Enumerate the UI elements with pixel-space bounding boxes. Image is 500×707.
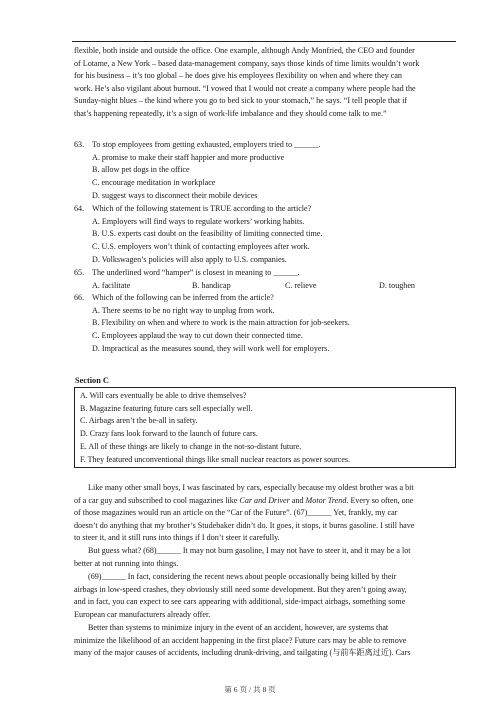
passage-top: [74, 45, 456, 121]
question-64: [74, 203, 456, 267]
answer-option: C. encourage meditation in workplace: [92, 178, 216, 188]
page-footer: 第 6 页 / 共 8 页: [224, 685, 276, 694]
passage-c-paragraph-2: [74, 545, 456, 570]
header-rule: [72, 41, 456, 42]
sentence-option: B. Magazine featuring future cars sell especially well.: [80, 403, 253, 413]
question-number: 63.: [74, 140, 85, 149]
question-stem: Which of the following can be inferred from the article?: [92, 293, 274, 302]
passage-line: and in fact, you can expect to see cars appearing with additional, side-impact airbags, something some: [74, 597, 406, 607]
section-c-options-box: [74, 387, 456, 468]
passage-line: doesn’t do anything that my brother’s Studebaker didn’t do. It goes, it stops, it burns gasoline. I still have: [74, 520, 415, 530]
passage-line: Better than systems to minimize injury in the event of an accident, however, are systems that: [88, 623, 389, 632]
sentence-option: E. All of these things are likely to change in the not-so-distant future.: [80, 441, 302, 451]
answer-option: D. Impractical as the measures sound, they will work well for employers.: [92, 343, 330, 353]
passage-line: Like many other small boys, I was fascinated by cars, especially because my oldest brother was a bit: [88, 483, 414, 492]
question-number: 66.: [74, 293, 85, 302]
answer-option: B. Flexibility on when and where to work is the main attraction for job-seekers.: [92, 318, 350, 328]
passage-line: of those magazines would run an article on the “Car of the Future”. (67)______ Yet, frankly, my car: [74, 508, 398, 518]
question-number: 65.: [74, 268, 85, 277]
question-number: 64.: [74, 204, 85, 213]
passage-line: of Lotame, a New York – based data-management company, says those kinds of time limits wouldn’t work: [74, 58, 420, 68]
passage-c-paragraph-3: [74, 571, 456, 621]
answer-option: D. Volkswagen’s policies will also apply to U.S. companies.: [92, 254, 287, 264]
passage-line: (69)______ In fact, considering the recent news about people occasionally being killed by their: [88, 572, 397, 581]
answer-option: A. promise to make their staff happier and more productive: [92, 152, 285, 162]
passage-line: many of the major causes of accidents, including drunk-driving, and tailgating (与前车距离过近). Cars: [74, 648, 411, 658]
passage-line: airbags in low-speed crashes, they obviously still need some development. But they aren’t going away,: [74, 584, 407, 594]
answer-option: B. allow pet dogs in the office: [92, 165, 190, 175]
question-stem: To stop employees from getting exhausted, employers tried to ______.: [92, 140, 321, 149]
passage-line: to steer it, and it still runs into things if I don’t steer it carefully.: [74, 533, 280, 543]
answer-option: C. U.S. employers won’t think of contacting employees after work.: [92, 242, 310, 252]
answer-option: A. There seems to be no right way to unplug from work.: [92, 305, 275, 315]
section-title: Section C: [75, 376, 109, 385]
question-63: [74, 139, 456, 203]
answer-option: B. handicap: [192, 280, 231, 290]
answer-option: B. U.S. experts cast doubt on the feasibility of limiting connected time.: [92, 229, 323, 239]
passage-line: better at not running into things.: [74, 558, 179, 568]
answer-option: D. toughen: [379, 280, 415, 290]
passage-line: minimize the likelihood of an accident happening in the first place? Future cars may be able to remove: [74, 635, 407, 645]
question-65: [74, 267, 456, 292]
answer-option: A. facilitate: [92, 280, 131, 290]
sentence-option: D. Crazy fans look forward to the launch of future cars.: [80, 429, 258, 439]
answer-option: D. suggest ways to disconnect their mobile devices: [92, 190, 258, 200]
question-stem: Which of the following statement is TRUE according to the article?: [92, 204, 312, 213]
passage-line: Sunday-night blues – the kind where you go to bed sick to your stomach,” he says. “I tell people that if: [74, 96, 408, 106]
answer-option: C. relieve: [285, 280, 317, 290]
sentence-option: A. Will cars eventually be able to drive themselves?: [80, 391, 247, 400]
question-66: [74, 292, 456, 356]
sentence-option: C. Airbags aren’t the be-all in safety.: [80, 416, 198, 426]
sentence-option: F. They featured unconventional things like small nuclear reactors as power sources.: [80, 454, 351, 464]
magazine-title: Motor Trend: [305, 495, 347, 505]
passage-c-paragraph-4: [74, 622, 456, 660]
passage-line: of a car guy and subscribed to cool magazines like Car and Driver and Motor Trend. Every so often, one: [74, 495, 414, 505]
passage-line: that’s happening repeatedly, it’s a sign of work-life imbalance and they should come talk to me.”: [74, 108, 387, 118]
passage-line: work. He’s also vigilant about burnout. “I vowed that I would not create a company where people had the: [74, 83, 416, 93]
question-stem: The underlined word “hamper” is closest in meaning to ______.: [92, 268, 300, 277]
magazine-title: Car and Driver: [239, 495, 290, 505]
passage-line: European car manufacturers already offer.: [74, 609, 211, 619]
passage-line: for his business – it’s too global – he does give his employees flexibility on when and where they can: [74, 71, 402, 81]
passage-line: But guess what? (68)______ It may not burn gasoline, I may not have to steer it, and it may be a lot: [88, 546, 411, 555]
passage-line: flexible, both inside and outside the office. One example, although Andy Monfried, the CEO and founder: [74, 46, 415, 55]
answer-option: C. Employees applaud the way to cut down their connected time.: [92, 331, 303, 341]
answer-option: A. Employers will find ways to regulate workers’ working habits.: [92, 216, 305, 226]
passage-c-paragraph-1: [74, 482, 456, 545]
answer-options-row: [74, 280, 456, 293]
